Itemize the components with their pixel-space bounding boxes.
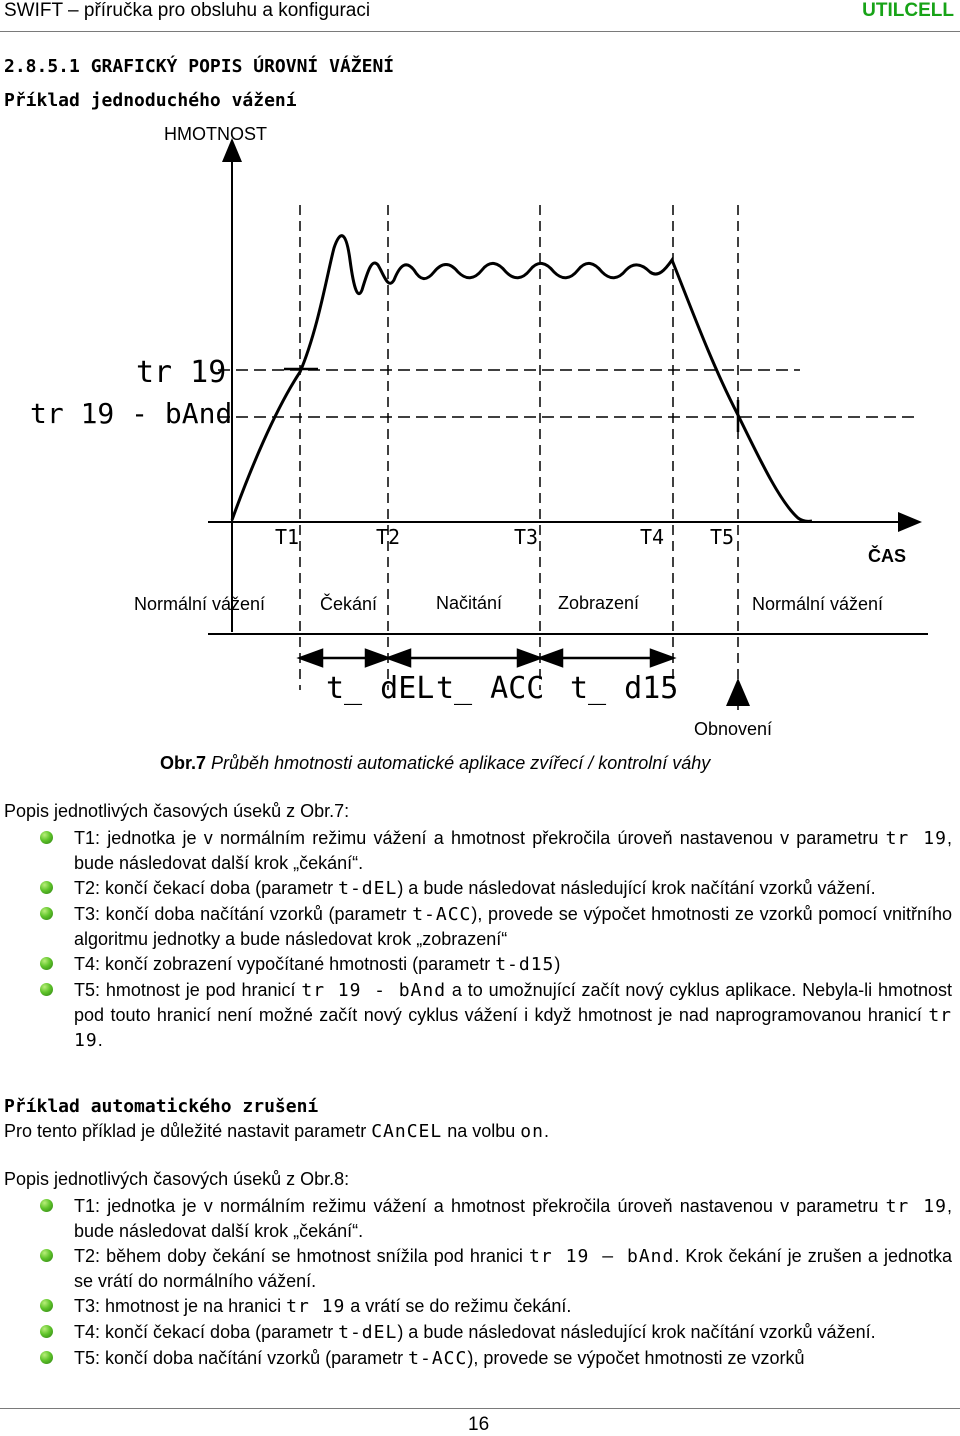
bullet-icon (40, 1199, 53, 1212)
example1-intro: Popis jednotlivých časových úseků z Obr.7: (4, 801, 350, 821)
interval-label-del: t_ dEL (326, 671, 435, 706)
phase-label-display: Zobrazení (558, 593, 640, 613)
example2-title: Příklad automatického zrušení (4, 1096, 319, 1117)
bullet-icon (40, 881, 53, 894)
example2-intro: Popis jednotlivých časových úseků z Obr.8: (4, 1169, 350, 1189)
phase-label-normal-1: Normální vážení (134, 594, 266, 614)
weight-curve (232, 236, 812, 522)
list-item: T3: hmotnost je na hranici tr 19 a vrátí se do režimu čekání. (0, 1294, 952, 1319)
example1-list (0, 826, 952, 1054)
list-item: T4: končí čekací doba (parametr t-dEL) a bude následovat následující krok načítání vzorků vážení. (0, 1320, 952, 1345)
page-number: 16 (468, 1414, 490, 1435)
level-label-tr9: tr 19 (136, 355, 227, 390)
x-axis-label: ČAS (868, 546, 907, 566)
header-brand: UTILCELL (862, 0, 954, 21)
tick-label-t2: T2 (376, 525, 401, 549)
list-item: T2: během doby čekání se hmotnost snížila pod hranici tr 19 – bAnd. Krok čekání je zrušen a jednotka se vrátí do normálního vážení. (0, 1244, 952, 1293)
phase-label-loading: Načitání (436, 593, 503, 613)
list-item: T4: končí zobrazení vypočítané hmotnosti (parametr t-d15) (0, 952, 952, 977)
caption-bold: Obr.7 (160, 753, 207, 773)
reset-label: Obnovení (694, 719, 773, 739)
header-divider (0, 31, 960, 32)
phase-label-waiting: Čekání (320, 594, 378, 614)
header-title: SWIFT – příručka pro obsluhu a konfiguraci (4, 0, 371, 21)
bullet-icon (40, 907, 53, 920)
tick-label-t3: T3 (514, 525, 539, 549)
reset-arrow (726, 678, 750, 706)
list-item: T5: hmotnost je pod hranicí tr 19 - bAnd a to umožnující začít nový cyklus aplikace. Nebyla-li hmotnost pod touto hranicí není možné začít nový cyklus vážení i když hmotnost je nad naprogramovanou hranicí tr 19. (0, 978, 952, 1053)
phase-label-normal-2: Normální vážení (752, 594, 884, 614)
list-item: T1: jednotka je v normálním režimu vážení a hmotnost překročila úroveň nastavenou v parametru tr 19, bude následovat další krok „čekání“. (0, 1194, 952, 1243)
example2-note: Pro tento příklad je důležité nastavit parametr CAnCEL na volbu on. (4, 1121, 549, 1142)
section-title: 2.8.5.1 GRAFICKÝ POPIS ÚROVNÍ VÁŽENÍ (4, 56, 395, 77)
bullet-icon (40, 1351, 53, 1364)
figure-caption (160, 753, 710, 774)
list-item: T3: končí doba načítání vzorků (parametr t-ACC), provede se výpočet hmotnosti ze vzorků pomocí vnitřního algoritmu jednotky a bude následovat krok „zobrazení“ (0, 902, 952, 951)
tick-label-t5: T5 (710, 525, 735, 549)
list-item: T5: končí doba načítání vzorků (parametr t-ACC), provede se výpočet hmotnosti ze vzorků (0, 1346, 952, 1371)
example1-title: Příklad jednoduchého vážení (4, 90, 297, 111)
bullet-icon (40, 1299, 53, 1312)
bullet-icon (40, 957, 53, 970)
interval-label-acc: t_ ACC (436, 671, 545, 706)
example2-list (0, 1194, 952, 1372)
bullet-icon (40, 1249, 53, 1262)
bullet-icon (40, 831, 53, 844)
weighing-diagram (0, 110, 960, 770)
level-label-band: tr 19 - bAnd (30, 397, 233, 430)
tick-label-t4: T4 (640, 525, 665, 549)
tick-label-t1: T1 (275, 525, 300, 549)
y-axis-label: HMOTNOST (164, 124, 267, 144)
x-axis (208, 512, 922, 532)
list-item: T2: končí čekací doba (parametr t-dEL) a bude následovat následující krok načítání vzorků vážení. (0, 876, 952, 901)
bullet-icon (40, 1325, 53, 1338)
list-item: T1: jednotka je v normálním režimu vážení a hmotnost překročila úroveň nastavenou v parametru tr 19, bude následovat další krok „čekání“. (0, 826, 952, 875)
footer-divider (0, 1408, 960, 1409)
bullet-icon (40, 983, 53, 996)
interval-label-dis: t_ d15 (570, 671, 679, 706)
caption-italic: Průběh hmotnosti automatické aplikace zvířecí / kontrolní váhy (206, 753, 711, 773)
